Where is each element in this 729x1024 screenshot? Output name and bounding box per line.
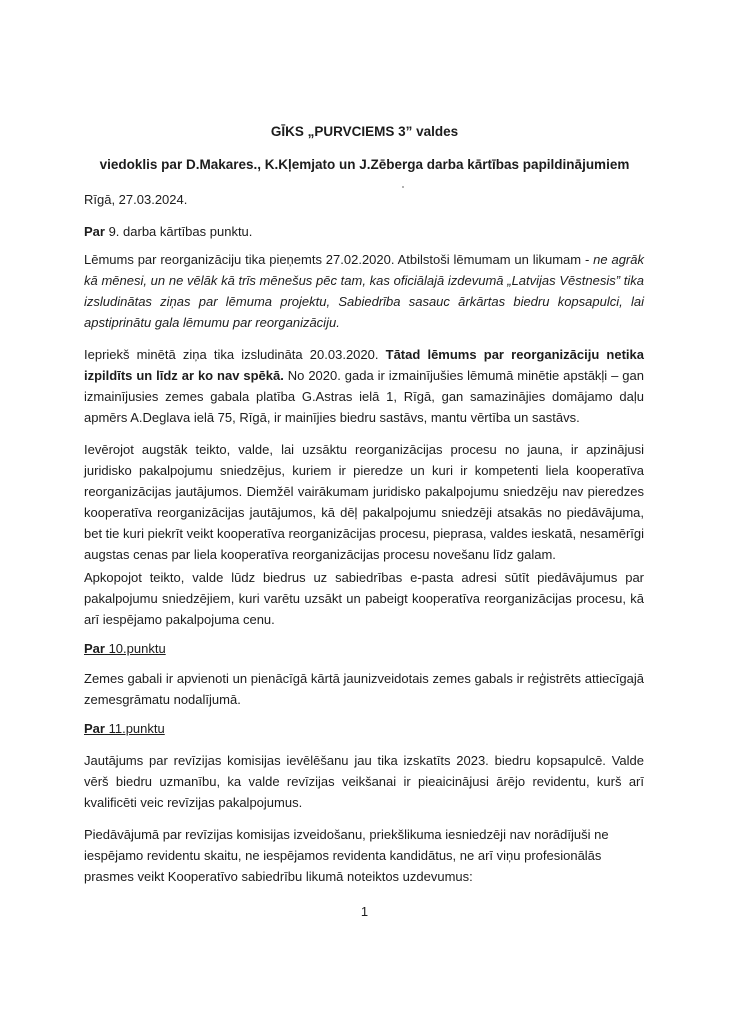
item11-paragraph-1: Jautājums par revīzijas komisijas ievēlēšanu jau tika izskatīts 2023. biedru kopsapulcē. Valde vērš biedru uzmanību, ka valde revīzijas veikšanai ir pieaicinājusi ārējo revidentu, kurš arī kvalificēti veic revīzijas pakalpojumus. [84, 753, 644, 810]
item9-paragraph-3: Ievērojot augstāk teikto, valde, lai uzsāktu reorganizācijas procesu no jauna, ir apzinājusi juridisko pakalpojumu sniedzējus, kuriem ir pieredze un kuri ir kompetenti liela kooperatīva reorganizācijas jautājumos. Diemžēl vairākumam juridisko pakalpojumu sniedzēju nav pieredzes kooperatīva reorganizācijas jautājumos, kā dēļ pakalpojumu sniedzēji atsakās no piedāvājuma, bet tie kuri piekrīt veikt kooperatīva reorganizācijas procesu, pieprasa, valdes ieskatā, nesamērīgi augstas cenas par liela kooperatīva reorganizācijas procesu novešanu līdz galam. [84, 442, 645, 562]
item9-paragraph-1 [84, 249, 644, 333]
item9-paragraph-4: Apkopojot teikto, valde lūdz biedrus uz sabiedrības e-pasta adresi sūtīt piedāvājumus par pakalpojumu sniedzējiem, kuri varētu uzsākt un pabeigt kooperatīva reorganizācijas procesu, kā arī iespējamo pakalpojuma cenu. [84, 570, 644, 627]
item10-heading [84, 638, 644, 659]
page-number: 1 [360, 904, 369, 919]
item11-paragraph-2: Piedāvājumā par revīzijas komisijas izveidošanu, priekšlikuma iesniedzēji nav norādījuši ne iespējamo revidentu skaitu, ne iespējamos revidenta kandidātus, ne arī viņu profesionālās prasmes veikt Kooperatīvo sabiedrību likumā noteiktos uzdevumus: [84, 827, 609, 884]
item9-p2-bold: Tātad lēmums par reorganizāciju netika izpildīts un līdz ar ko nav spēkā. [84, 347, 644, 383]
item11-heading-bold: Par [84, 721, 105, 736]
place-date: Rīgā, 27.03.2024. [84, 192, 188, 207]
item10-heading-bold: Par [84, 641, 105, 656]
item9-heading-bold: Par [84, 224, 105, 239]
item9-heading [84, 221, 644, 242]
item9-heading-rest: 9. darba kārtības punktu. [104, 224, 253, 239]
item9-p1-italic: ne agrāk kā mēnesi, un ne vēlāk kā trīs mēnešus pēc tam, kas oficiālajā izdevumā „Latvijas Vēstnesis” tika izsludinātas ziņas par lēmuma projektu, Sabiedrība sasauc ārkārtas biedru kopsapulci, lai apstiprinātu gala lēmumu par reorganizāciju. [84, 252, 644, 330]
item9-p2-end: No 2020. gada ir izmainījušies lēmumā minētie apstākļi – gan izmainījusies zemes gabala platība G.Astras ielā 1, Rīgā, gan samazinājies domājamo daļu apmērs A.Deglava ielā 75, Rīgā, ir mainījies biedru sastāvs, mantu vērtība un sastāvs. [84, 368, 644, 425]
item11-heading [84, 718, 644, 739]
item11-heading-rest: 11.punktu [104, 721, 165, 736]
item10-heading-rest: 10.punktu [104, 641, 166, 656]
document-title: GĪKS „PURVCIEMS 3” valdes [270, 124, 459, 139]
item9-paragraph-2 [84, 344, 644, 428]
scan-speck [402, 186, 404, 188]
item9-p1-text: Lēmums par reorganizāciju tika pieņemts 27.02.2020. Atbilstoši lēmumam un likumam - [84, 252, 594, 267]
item10-paragraph-1: Zemes gabali ir apvienoti un pienācīgā kārtā jaunizveidotais zemes gabals ir reģistrēts attiecīgajā zemesgrāmatu nodalījumā. [84, 671, 644, 707]
item9-p2-start: Iepriekš minētā ziņa tika izsludināta 20.03.2020. [84, 347, 386, 362]
document-subtitle: viedoklis par D.Makares., K.Kļemjato un J.Zēberga darba kārtības papildinājumiem [99, 157, 630, 172]
